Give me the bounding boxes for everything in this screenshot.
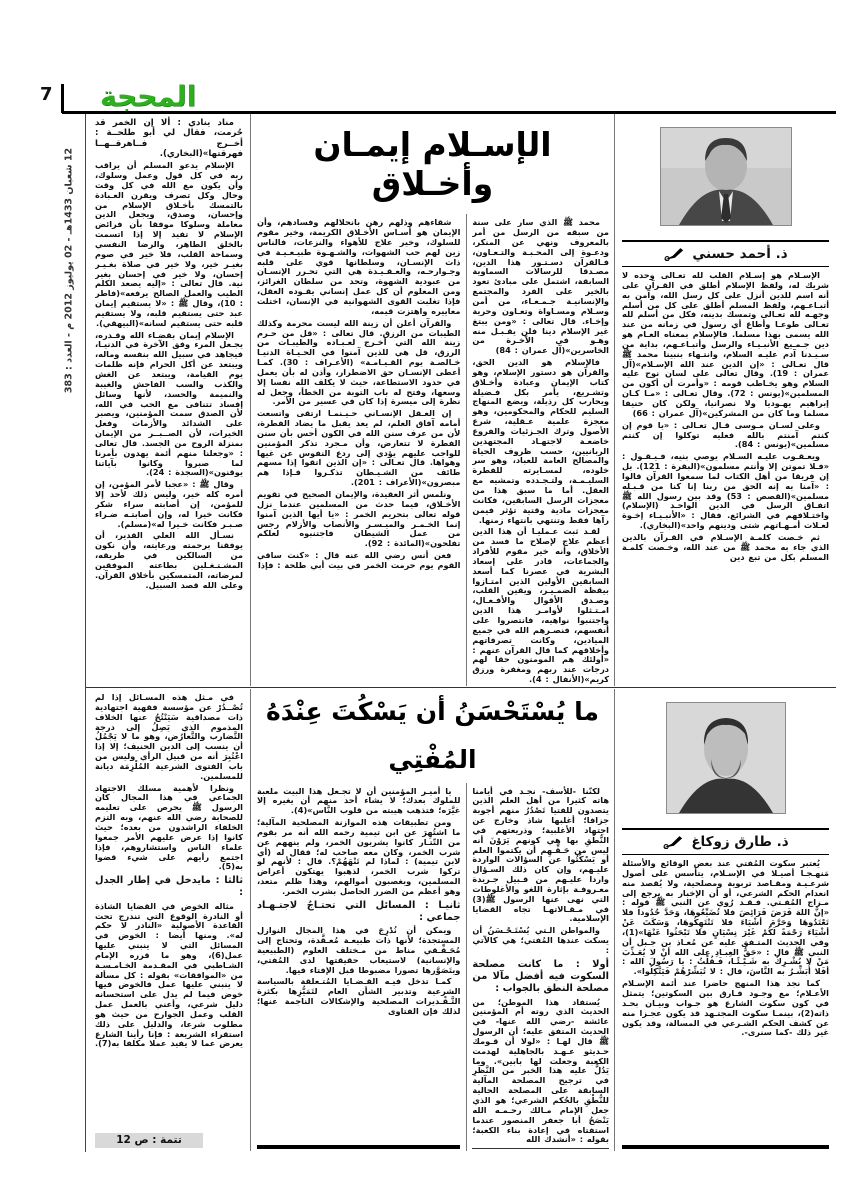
pen-icon: [663, 248, 685, 261]
masthead-logo: المحجة: [100, 80, 197, 113]
article2-column-middle: [251, 783, 466, 1152]
paragraph: الإسـلام هو إسـلام القلب لله تعـالى وحده لا شريك له، ولفظ الإسلام أطلق في القـرآن على أنه اسم للدين أنزل على كل رسل الله، وآمن به أتبـاعـهم، ولفظ المسلم أطلق على كل من أسلم وجهـه لله تعـالى وتمسك بدينه، فكل من أسلم لله تعـالى طوعـا وأطاع أي رسول في زمانه من عند الله يسمى بهذا مسلما. فالإسلام بمعناه العـام هو دين جـمـيع الأنبـيـاء والرسل وأتبـاعـهم، بداية من سـيـدنا آدم عليـه السلام، وانتـهاء بنبينا محمد ﷺ قال تعـالى : «إن الدين عند الله الإسـلام»(آل عمران : 19). وقال تعالى على لسان نوح عليه السلام وهو يخـاطب قومه : «وأمرت أن أكون من المسلمين»(يونس : 72). وقال تعـالى : «مـا كـان إبراهيم يهـوديا ولا نصرانيا، ولكن كان حنيفا مسلما وما كان من المشركين»(آل عمران : 66): [622, 270, 829, 418]
paragraph: ونظرا لأهمية مسلك الاجتهاد الجماعي في هذا المجال كان الرسول ﷺ يحرص على تعليمه للصحابة رضي الله عنهم، وبه التزم الخلفاء الراشدون من بعده؛ حيث كانوا إذا عرض عليهم الأمر جمعوا علماء الناس واستشاروهم، فإذا اجتمع رأيهم على شيء قضوا به(5).: [95, 782, 243, 872]
paragraph: محمد ﷺ الذي سار على سنة من سبقه من الرسل من أمر بالمعروف ونهي عن المنكر، ودعـوة إلى المحـبـة والتـعـاون، فـالقرآن دسـتـور هذا الدين، مصـدقا للرسالات السماوية السابقة، اشتمل على مبادئ تعود بالخير على الفرد والمجتمع والإنسانيـة جـمـعـاء، من أمن وسـلام ومسـاواة وتعـاون وحرية وإخـاء. قال تعالى : «ومن يبتغ غير الإسلام دينا فلن يقـبـل منه وهـو في الآخـرة من الخاسرين»(آل عمران : 84): [472, 217, 609, 356]
author-photo-illustration: [667, 703, 785, 813]
left-frame-line: [85, 114, 86, 1152]
paragraph: لكنّنا -للأسف- نجـد في أيامنا هاته كثيرا من أهل العلم الذين يتصدون للفتيا تَصْدُرُ منهم أجوبة جزافا؛ أغلبها شاذ وخارج عن اجتهاد الأغلبية؛ وذريعتهم في النُّطْقِ بها هي كونهم يَرَوْنَ أنه ليس من حَـقِّـهِم أن يكتموا العلم أو يَسْكُتُوا عن السؤالات الواردة عليـهم، وإن كان ذلك السـؤال واردا عليـهم من قـبيل جـريدة معـروفـة بإثارة اللغو والأغلوطات التي نهى عنها الرسول ﷺ(3) في مـقـالاتهـا تجاه القضايا الإسلامية.: [472, 785, 609, 924]
article-end-bar: [257, 1145, 460, 1149]
article-2: [88, 689, 836, 1151]
paragraph: الإسلام يدعو المسلم أن يراقب ربه في كل قول وعمل وسلوك، وأن يكون مع الله في كل وقت وحال وكل تصرف ويقرن العـبادة بالتمسك بأخـلاق الإسلام من وإحسان، وصدق، ويجعل الدين معاملة وسلوكا موفقا بأن فرائض الإسلام لا تفيد إلا إذا اتسمت بالخلق الطاهر، والرضا النفسي وسماحة القلب، فلا خير في صوم بغيـر خير، ولا خير في صلاة بغـيـر إحسان، ولا خير في إحسان بغير نية. قال تعالى : «إليه يصعد الكلم الطيب والعمل الصالح يرفعه»(فاطر : 10)، وقال ﷺ : «لا يستقيم إيمان عبد حتى يستقيم قلبه، ولا يستقيم قلبه حتى يستقيم لسانه»(البيهقي).: [95, 160, 243, 328]
paragraph: فالإسلام هو الدين الحق، والقرآن هو دستور الإسلام، وهو كتاب الإيمان وعبادة وأخـلاق وتشـريع، يأمر بكل فـضيلة ويحارب كل رذيلة، ويضع المنهاج السليم للحكام والمحكومين، وهو معجزة علمية عـقلية، شرع الأصول وترك الجـزئيات والفروع خاضعـة لاجتهـاد المجتهدين الربانيين، حسب ظروف الحياة والمصالح العامة للعباد، وهو سر خلوده، لمسـايرته للفطرة السليـمـة، ولتـجـدده وتمشيه مع العقل. أما ما سبق هذا من معجزات الرسل السابقين، فكانت معجزات مادية وقتية تؤثر فيمن رآها فقط وتنتهي بانتهاء زمنها.: [472, 357, 609, 525]
paragraph: كمـا تدخل فيـه القـضـايا المُتـعلقة بالسياسة الشرعية وتدبير الشأن العام لتَمَيُّزِها بكثرة التَّـقْـديرات المصلحية والإشكالات الناجمة عنها؛ لذلك فإن الفتاوى: [257, 976, 461, 1016]
article2-column-left: [88, 689, 250, 1151]
paragraph: والقرآن أعلن أن زينة الله ليست محرمة وكذلك الطيبات من الرزق. قال تعالى : «قل من حـرم زينة الله التي أخـرج لعـبـاده والطيبـات من الرزق، قل هي للذين آمنوا في الحـيـاة الدنيـا خـالصـة يوم القـيـامـة» (الأعـراف : 30). كمـا أعطى الإنسـان حق الاضطرار، وأذن له بأن يعمل في حدود الاستطاعة، حيث لا يكلف الله نفسا إلا وسعها، وفتح له باب التوبة من الخطأ، وجعل له نظرة إلى ميسرة إذا كان في عسير من الأمر.: [257, 317, 461, 407]
byline-bar: [622, 828, 829, 855]
continuation-badge: تتمة : ص 12: [95, 1133, 203, 1148]
paragraph: يُعتبر سكوت المُفتي عند بعض الوقائع والأسئلة مَنهـجـا أصيـلا في الإسـلام، يتأسس على أصول شرعـيـة ومقـاصد تربوية ومصلحية، ولا يُقصد منه انعدام الحكم الشرعي، أو أن الإخبار به يرجع إلى مـزاج المُفـتي. فـقـد رُوي عن النبي ﷺ قوله : «إنَّ اللهَ فَرَضَ فَرَائِضَ فلا تُضَيِّعُوهَا، وَحَدَّ حُدُوداً فلا تَعْتَدُوهَا وَحَرَّمَ أشْيَاءَ فلا تَنْتَهِكُوهَا، وَسَكَتَ عَنْ أشْيَاءَ رَحْمَةً لَكُمْ غَيْرَ نِسْيَانٍ فلا تَبْحَثُوا عَنْهَا»(1)، وفي الحديث المتـفق عليه عن مُعـاذ بن جـبل أن النبي ﷺ قال : «حَقُّ العِبـادِ على الله أنْ لا يُعَـذِّبَ مَنْ لا يُشْـرِكُ به شَـيْـئًـا، فَـقُلْتُ : يا رَسُولَ الله : أفَلا أُبَشِّـرُ به النَّاسَ، قال : لا تُبَشِّرْهُمْ فَيَتَّكِلُوا».: [622, 858, 829, 977]
author-name: ذ. أحمد حسني: [692, 246, 788, 262]
paragraph: الإسلام إيمان بقضـاء الله وقـدره، يجـعل المرء وفق الآخرة في الدنيـا، فيجاهد في سبيل الله بنفسه وماله، ويبتعد عن أكل الحرام فإنه ظلمات يوم القيامة، ويبتعد عن الغش والكذب والسب الفاحش والغيبة والنميمة والحسد، لأنها وسائل إفساد تتنافى مع الحب في الله، لأن الصدق سمت المؤمنين، ويصبر على الشدائد والأزمات وفعل الخيرات، لأن الصــبــر من الإيمان بمنزلة الروح من الجسد. قال تعالى : «وجعلنا منهم أئمة يهدون بأمرنا لما صبروا وكانوا بآياتنا يوقنون»(السجدة : 24).: [95, 329, 243, 478]
paragraph: ثم خـصت كلمـة الإسـلام في القـرآن بالدين الذي جاء به محمد ﷺ من عند الله، وخـصت كلمـة المسلم بكل من تبع دين: [622, 531, 829, 562]
article1-headline: الإسـلام إيمـان وأخـلاق: [313, 125, 552, 204]
author-name: ذ. طارق زوكاغ: [691, 834, 789, 850]
article1-author-column: [614, 114, 836, 686]
article1-column-right: [466, 214, 614, 686]
paragraph: ويمكن أن نُدْرِجَ في هذا المجال النوازل المستجدة؛ لأنها ذات طبيعـة مُعـقَّدة، وتحتاج إلى مُحَـقِّـقي مناط من مـختلف العلوم (الطبيعية والإنسانية) لاستيعاب حقيقتها لدى المُفتي، ويتَصَوَّرها تصورا مضبوطا قبل الإفتاء فيها.: [257, 925, 461, 975]
article1-column-middle: [251, 214, 466, 686]
paragraph: نسـأل الله العلي القدير، أن يوفقنا برحمته ورعايته، وأن نكون من السالكين في طريقه، المشـتـغـلين بطاعته الموفقين لمرضاته، المتمسكين بأخلاق القرآن. وعلى الله قصد السبيل.: [95, 530, 243, 590]
paragraph: لقـد ثبت عـمليـا أن هذا الدين أعظم علاج لإصلاح ما فسد من الأخلاق، وأنه خير مقوم للأفراد والجماعات، قادر على إسعاد البشرية في عصرنا كما أسعد السابقين الأولين الذين امتـازوا بيقظة الضمـيـر، ويقين القلب، وصـدق الأقوال والأفـعـال، امـتـثلوا لأوامـر هذا الدين واجتنبوا نواهيه، فانتصروا على أنفسهم، فنصـرهم الله في جميع الميادين، وكانت تصرفاتهم وأخلاقهم كما قال القرآن عنهم : «أولئك هم المومنون حقا لهم درجات عند ربهم ومغفرة ورزق كريم»(الأنفال : 4).: [472, 526, 609, 685]
paragraph: ومن تطبيقات هذه الموازنة المصلحية المآلية؛ ما اشتُهِرَ عن ابن تيمية رحمه الله أنه مر بقوم من التّتـار كانوا يشربون الخمر، ولم ينههم عن شرب الخمر، وكان معه صاحب له؛ فقال له (أي لابن تيمية) : لماذا لم تَنْهَهُمْ؟. قال : لأنهم لو تركوا شرب الخمر، لذهبوا يهتكون أعراض المسلمين، ويغصبون أموالهم، وهذا ظلم متعد، وهو أعظم من الضرر الحاصل بشرب الخمر.: [257, 817, 461, 896]
article-1: [88, 114, 836, 686]
article1-center-block: [250, 114, 614, 686]
author-photo: [660, 127, 792, 226]
article1-intro-text: [622, 267, 829, 686]
article2-headline: ما يُسْتَحْسَنُ أن يَسْكُتَ عِنْدَهُ المُفْتِي: [266, 697, 599, 774]
paragraph: كما نجد هذا المنهج حاضرا عند أئمة الإسـلام الأعـلام؛ مع وجـود فـارق بين السكوتين؛ يتمثل في كون سكوت الشارع هو جـواب وبيـان بحـد ذاته(2)، بينمـا سكوت المجتـهد قد يكون عجـزا منه عن كشف الحكم الشـرعي في المسالة، وقد يكون غير ذلك -كما سنرى-.: [622, 978, 829, 1038]
author-photo-illustration: [661, 128, 791, 225]
article2-intro-text: [622, 855, 829, 1142]
column-end-line: [472, 1148, 609, 1149]
subheading-first: أولا : ما كانت مصلحة السكوت فيه أفضل مآلا من مصلحة النطق بالجواب :: [472, 958, 609, 995]
paragraph: ويعـقـوب عليـه السـلام يوصي بنيه، فـيـقـول : «فـلا تموتن إلا وأنتم مسلمون»(البقرة : 121). بل إن فريقا من أهل الكتاب لما سمعوا القرآن قالوا : «آمنا به إنه الحق من ربنا إنا كنا من قـبـله مسلمين»(القصص : 53) وقد بين رسول الله ﷺ اتفـاق الرسل في الدين الواحـد (الإسلام) واختـلافهم في الشرائع. فقال : «الأنبـيـاء إخـوة لعـلات أمـهـاتهم شتى ودينهم واحد»(البخاري).: [622, 451, 829, 531]
paragraph: شقاءهم وذلهم رهن بانحلالهم وفسادهم، وأن الإيمان هو أسـاس الأخـلاق الكريمة، وخير مقوم للسلوك، وخير علاج للأهواء والنزعات، فالناس زين لهم حب الشهوات، والشـهـوة طبيـعـيـة في ذات الإنسـان، وسلطانها قوي على قلبه وجـوارحـه، والعـقـيـدة هي التي تحـرر الإنسـان من عبودية الشهوة، وتحد من سلطان الغرائز، ومن المعلوم أن كل عمل إنساني يقـوده العقل، فإذا تغلبت القوى الشهوانية في الإنسان، اختلت معاييره واهتزت قيمه،: [257, 217, 461, 316]
article-end-bar: [622, 1145, 829, 1149]
byline-bar: [622, 240, 829, 267]
paragraph: مثاله الخوض في القضايا الشاذة أو النادرة الوقوع التي تندرج تحت القاعدة الأصولية «النادر لا حكم له». ومنها أيضا : الخوض في المسائل التي لا ينبني عليها عمل(6)، وهو ما قرره الإمام الشـاطبي في المقـدمة الخـامـسـة من «الموافقات» بقوله : كل مسألة لا ينبني عليها عمل فالخوض فيها خوض فيما لم يدل على استحسانه دليل شرعي، وأعني بالعمل عمل القلب وعمل الجوارح من حيث هو مطلوب شرعا، والدليل على ذلك استقراء الشريعة : فإنا رأينا الشارع يعرض عما لا يفيد عملا مكلفا به(7).: [95, 900, 243, 1049]
article2-column-right: [466, 783, 614, 1152]
paragraph: وقال ﷺ : «عجبا لأمر المؤمن، إن أمره كله خير، وليس ذلك لأحد إلا للمؤمن، إن أصابته سراء شكر فكانت خيرا له، وإن أصابتـه ضـراء صـبـر فكانت خـيرا له»(مسلم).: [95, 479, 243, 529]
edition-date-vertical: 12 شعبان 1433هـ - 02 يوليوز 2012 م - العدد : 383: [63, 147, 75, 394]
paragraph: فعن أنس رضي الله عنه قال : «كنت ساقي القوم يوم حرمت الخمر في بيت أبي طلحة : فإذا: [257, 550, 461, 570]
subheading-third: ثالثا : مايدخل في إطار الجدل :: [95, 875, 243, 899]
author-photo: [666, 702, 786, 814]
paragraph: إن العـقل الإنسـاني حـيـنمـا ارتقى واتسعت أمامه آفاق العلم، لم يعد يقبل ما يضاد الفطرة، لأن من عرف سنن الله في الكون أحس بأن سنن الفطرة لا تتعارض، وأن مـجرد تذكر المؤمنين للواجب عليهم يؤدي إلى ردع النفوس عن غيها وهواها. قال تعـالى : «إن الذين اتقوا إذا مسهم طائف من الشـيـطان تذكـروا فـإذا هم مبصرون»(الأعراف : 201).: [257, 408, 461, 488]
paragraph: في مـثل هذه المسـائل إذا لم تُصْــدُرْ عن مؤسسة فقهية اجتهادية ذات مصداقية سَيَنْتُجُ عنها الخلاف المذموم الذي يَصِلُ إلى درجة التَّضارب والتَّعارُض، وهو ما لا يَجْمُلُ أن ينسب إلى الدين الحنيف؛ إلا إذا اعْتُبِرَ أنه من قبيل الرأي وليس من باب الفتوى الشرعية المُلْزِمَة ديانة للمسلمين.: [95, 692, 243, 781]
paragraph: ونلمس أثر العقيدة، والإيمان الصحيح في تقويم الأخـلاق، فيما حدث من المسلمين عندما نزل قوله تعالى بتحريم الخمر : «يا أيها الذين آمنوا إنما الخـمـر والميـسـر والأنصاب والأزلام رجس من عمل الشيطان فاجتنبوه لعلكم تفلحون»(المائدة : 92).: [257, 489, 461, 549]
continuation-top-block: مناد ينادي : ألا إن الخمر قد حُرمت، فقال لي أبو طلحــة : أخــرج فــاهرقــهــا فهرقتها»(البخاري).: [95, 118, 243, 159]
page-number: 7: [40, 84, 53, 105]
article2-author-column: [614, 689, 836, 1151]
article2-center-block: [250, 689, 614, 1151]
article1-column-left: [88, 114, 250, 686]
paragraph: وعلى لسـان مـوسى قـال تعـالى : «يا قوم إن كنتم آمنتم بالله فعليه توكلوا إن كنتم مسلمين»(يونس : 84).: [622, 419, 829, 450]
paragraph: يُستفاد هذا الموطن؛ من الحديث الذي روته أم المؤمنين عائشة -رضي الله عنها- في الحديث المتفق عليه؛ أن الرسول ﷺ قال لهـا : «لولا أن قـومك حـديثو عـهـد بالجاهلية لهدمت الكعبة وجعلت لها بابين». وما يَدُلُّ عليه هذا الخبر من النَّظَرِ في ترجيح المصلحة المآلية السابقة على المصلحة الحالية للنُّطْقِ بالحُكم الشرعي؛ هو الذي جعل الإمام مـالك رحـمـه الله يَنْصَحُ أبا جعفر المنصور عندما استفتاه في إعادة بناء الكعبة؛ بقوله : «أنشدك الله: [472, 996, 609, 1145]
subheading-second: ثانيـا : المسائل التي تحتـاجُ لاجتـهـاد جماعي :: [257, 899, 461, 924]
paragraph: والمواطن الـتي يُسْتَـحْـسَنُ أن يسكت عندها المُفتي؛ هي كالآتي :: [472, 925, 609, 955]
pen-icon: [662, 836, 684, 849]
paragraph: يا أميـر المؤمنين أن لا تجـعل هذا البيت ملعبة للملوك بعدك؛ لا يشاء أحد منهم أن يغيره إلا غيَّرَه؛ فتذهب هيبته من قلوب النَّاس»(4).: [257, 785, 461, 816]
